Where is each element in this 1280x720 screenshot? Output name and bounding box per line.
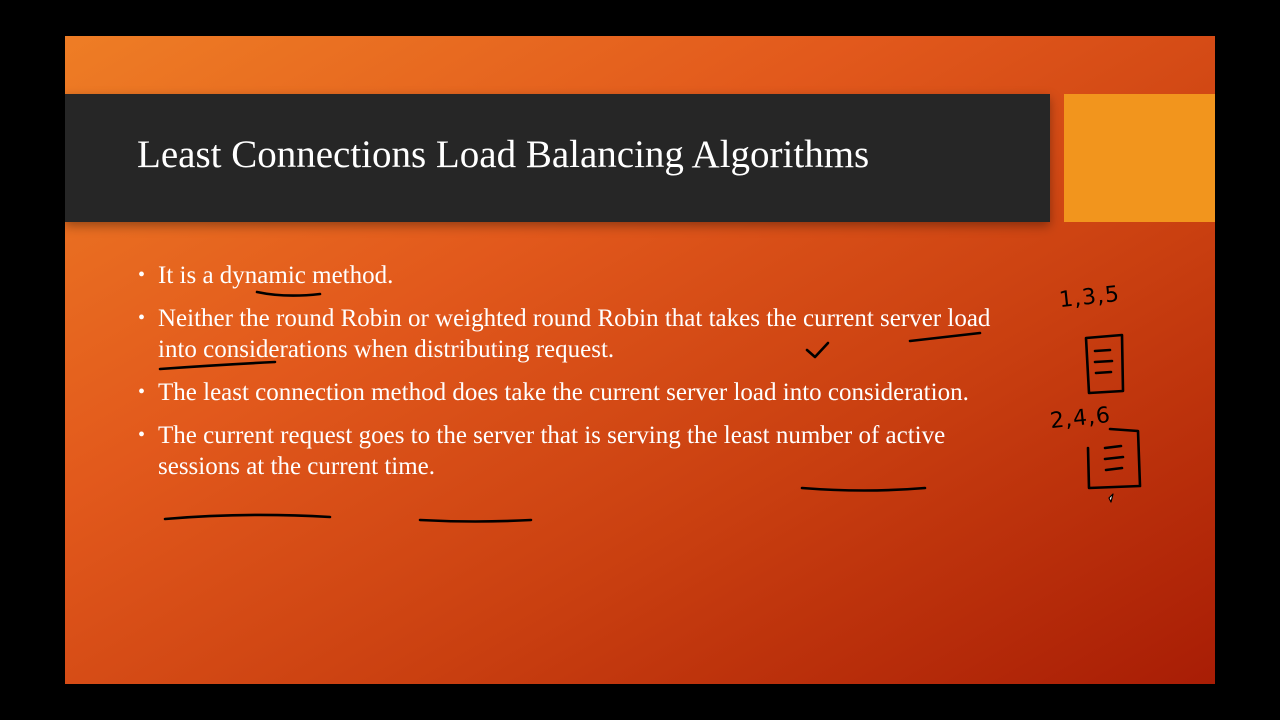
bullet-item (138, 303, 998, 365)
server-1-requests: 1,3,5 (1057, 281, 1122, 314)
server-1-icon (1086, 335, 1123, 393)
bullet-dot-icon: • (138, 424, 146, 446)
accent-box (1064, 94, 1215, 222)
bullet-text: The least connection method does take the current server load into consideration. (158, 379, 969, 406)
pen-cursor-icon (1109, 494, 1113, 502)
bullet-text: Neither the round Robin or weighted round Robin that takes the current server load into considerations when distributing request. (158, 305, 991, 363)
bullet-dot-icon: • (138, 381, 146, 403)
bullet-text: The current request goes to the server that is serving the least number of active sessions at the current time. (158, 422, 946, 480)
bullet-item (138, 260, 998, 291)
bullet-dot-icon: • (138, 264, 146, 286)
bullet-text: It is a dynamic method. (158, 262, 394, 289)
underline-current-time (420, 520, 531, 522)
presentation-slide (65, 36, 1215, 684)
bullet-item (138, 420, 998, 482)
server-2-icon (1088, 429, 1140, 488)
slide-title: Least Connections Load Balancing Algorithms (137, 133, 870, 176)
server-2-requests: 2,4,6 (1048, 402, 1113, 435)
bullet-item (138, 377, 998, 408)
bullet-dot-icon: • (138, 307, 146, 329)
bullet-list (138, 260, 998, 494)
underline-active-sessions (165, 515, 330, 519)
